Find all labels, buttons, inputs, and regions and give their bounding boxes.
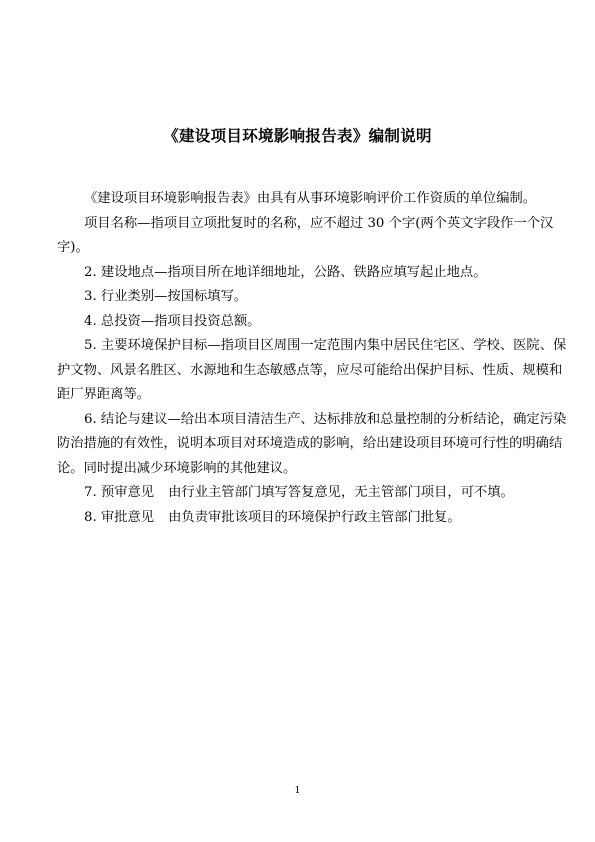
approval-opinion-label: 8. 审批意见	[84, 509, 155, 525]
item-industry-category: 3. 行业类别—按国标填写。	[84, 289, 248, 304]
intro-paragraph: 《建设项目环境影响报告表》由具有从事环境影响评价工作资质的单位编制。	[84, 191, 537, 206]
item-total-investment: 4. 总投资—指项目投资总额。	[84, 313, 261, 329]
item-conclusions: 6. 结论与建议—给出本项目清洁生产、达标排放和总量控制的分析结论，确定污染防治措施的有效性，说明本项目对环境造成的影响，给出建设项目环境可行性的明确结论。同时提出减少环境影响的其他建议。	[57, 411, 567, 476]
item-preliminary-review	[57, 481, 569, 506]
item-construction-location: 2. 建设地点—指项目所在地详细地址，公路、铁路应填写起止地点。	[84, 264, 487, 280]
page-number: 1	[294, 786, 301, 796]
document-title: 《建设项目环境影响报告表》编制说明	[163, 126, 432, 145]
preliminary-review-label: 7. 预审意见	[84, 485, 155, 500]
item-project-name: 项目名称—指项目立项批复时的名称，应不超过 30 个字(两个英文字段作一个汉字)。	[57, 215, 554, 255]
approval-opinion-text: 由负责审批该项目的环境保护行政主管部门批复。	[168, 509, 461, 525]
preliminary-review-text: 由行业主管部门填写答复意见，无主管部门项目，可不填。	[168, 485, 514, 500]
instructions-body	[57, 187, 569, 530]
item-approval-opinion	[57, 506, 569, 531]
item-protection-targets: 5. 主要环境保护目标—指项目区周围一定范围内集中居民住宅区、学校、医院、保护文物、风景名胜区、水源地和生态敏感点等，应尽可能给出保护目标、性质、规模和距厂界距离等。	[57, 338, 567, 402]
